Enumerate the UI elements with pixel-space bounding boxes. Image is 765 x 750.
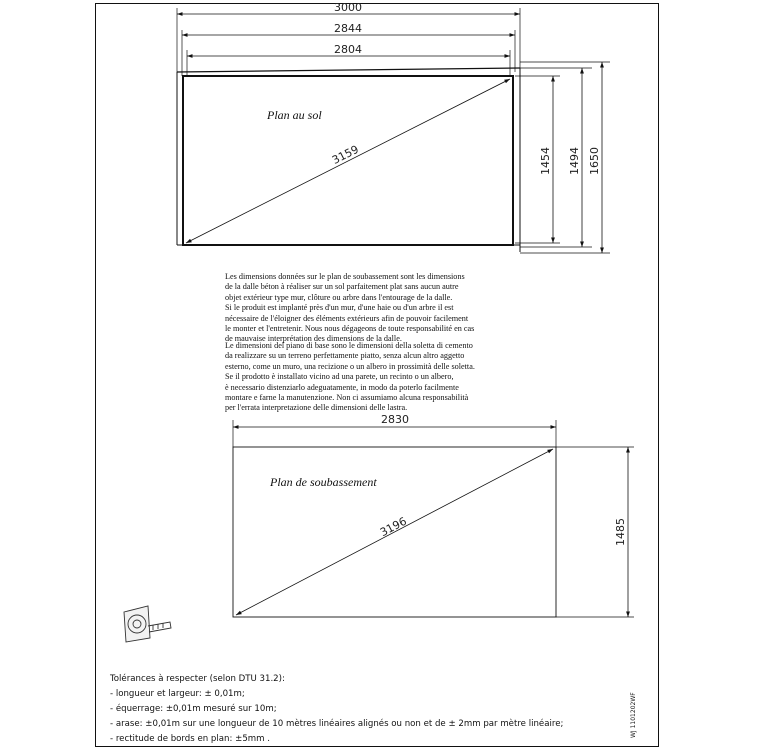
dim-2804-label: 2804 [334, 43, 362, 56]
dim-3000-label: 3000 [334, 1, 362, 14]
plan-au-sol [177, 8, 610, 253]
dim-1494-label: 1494 [568, 147, 581, 175]
notes-fr [225, 272, 474, 345]
reference-code: WJ 1101202WF [630, 692, 637, 738]
diagonal-3159 [186, 79, 510, 243]
tolerance-item: - rectitude de bords en plan: ±5mm . [110, 734, 270, 744]
notes-fr-text: Les dimensions données sur le plan de soubassement sont les dimensions de la dalle béton à réaliser sur un sol parfaitement plat sans aucun autre objet extérieur type mur, clôture ou arbre dans l'entourage de la dalle. Si le produit est implanté près d'un mur, d'une haie ou d'un arbre il est nécessaire de l'éloigner des éléments extérieurs afin de pouvoir facilement le monter et l'entretenir. Nous nous dégageons de toute responsabilité en cas de mauvaise interprétation des dimensions de la dalle. [225, 272, 475, 344]
tolerance-item: - arase: ±0,01m sur une longueur de 10 mètres linéaires alignés ou non et de ± 2mm par mètre linéaire; [110, 719, 564, 729]
plan-au-sol-title: Plan au sol [267, 108, 322, 122]
dim-1454-label: 1454 [539, 147, 552, 175]
tape-measure-icon [124, 606, 171, 642]
dim-1650-label: 1650 [588, 147, 601, 175]
tolerances-heading: Tolérances à respecter (selon DTU 31.2): [110, 674, 285, 684]
dim-3196-label: 3196 [377, 514, 409, 540]
dim-3159-label: 3159 [329, 142, 361, 167]
notes-it [225, 341, 475, 414]
plan-de-soubassement-title: Plan de soubassement [270, 475, 377, 489]
notes-it-text: Le dimensioni del piano di base sono le dimensioni della soletta di cemento da realizzare su un terreno perfettamente piatto, senza alcun altro aggetto esterno, come un muro, una recizione o un albero in prossimità delle soletta. Se il prodotto è installato vicino ad una parete, un recinto o un albero, è necessario distenziarlo adeguatamente, in modo da poterlo facilmente montare e farne la manutenzione. Non ci assumiamo alcuna responsabilità per l'errata interpretazione delle dimensioni delle lastra. [225, 341, 475, 413]
tolerance-item: - équerrage: ±0,01m mesuré sur 10m; [110, 704, 277, 714]
tolerance-item: - longueur et largeur: ± 0,01m; [110, 689, 245, 699]
plan-de-soubassement [233, 420, 634, 617]
dim-2844-label: 2844 [334, 22, 362, 35]
tolerances-block [110, 672, 563, 747]
dim-1485-label: 1485 [614, 518, 627, 546]
dim-2830-label: 2830 [381, 413, 409, 426]
